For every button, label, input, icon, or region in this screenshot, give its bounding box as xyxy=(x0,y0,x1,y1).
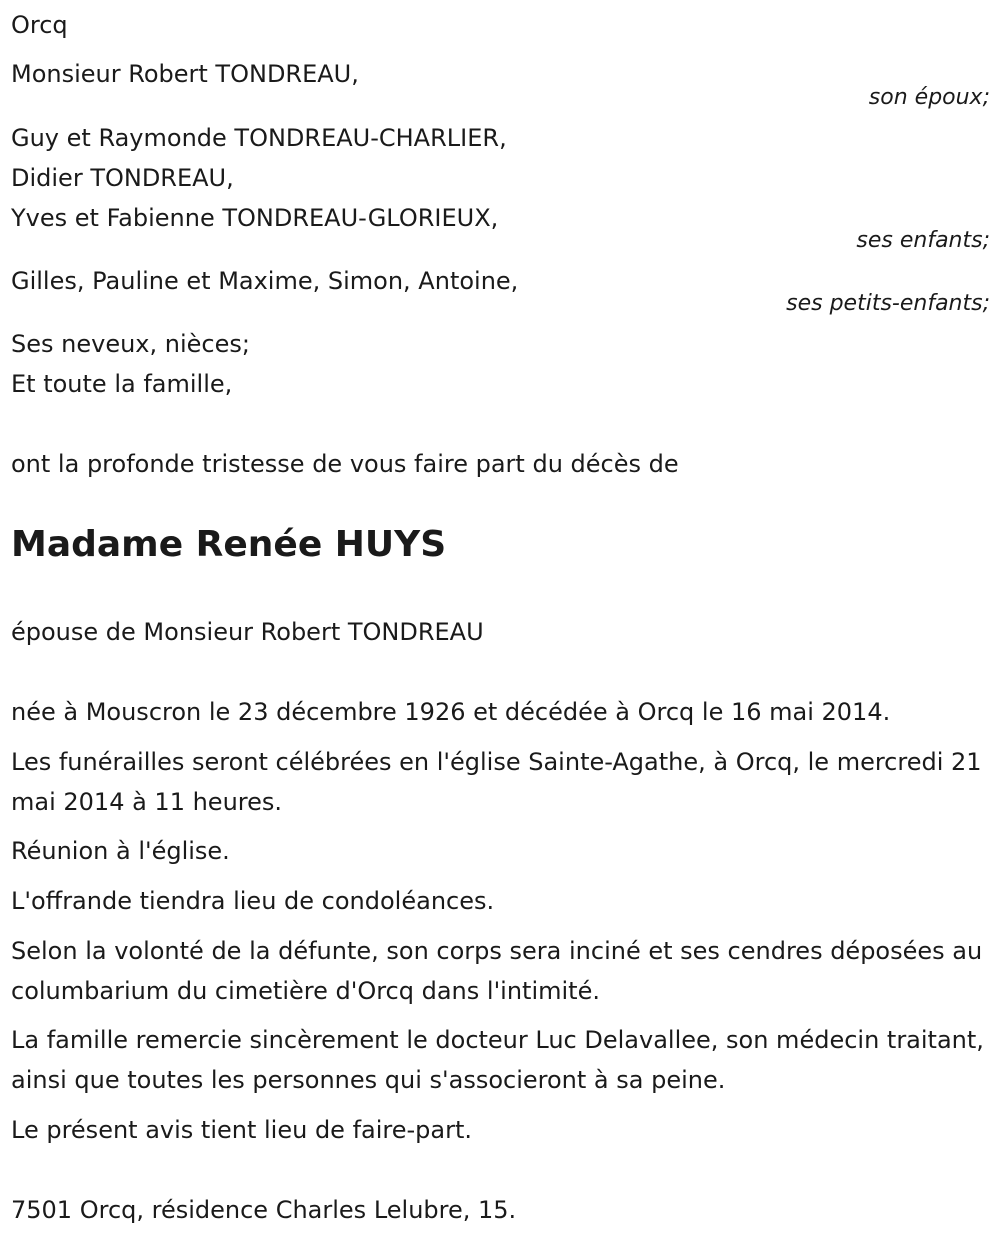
birth-death-dates: née à Mouscron le 23 décembre 1926 et décédée à Orcq le 16 mai 2014. xyxy=(11,698,891,726)
child-line: Didier TONDREAU, xyxy=(11,164,234,192)
children-role: ses enfants; xyxy=(856,228,990,253)
deceased-spouse-of: épouse de Monsieur Robert TONDREAU xyxy=(11,618,484,646)
notice-text: Le présent avis tient lieu de faire-part. xyxy=(11,1116,473,1144)
meeting-info: Réunion à l'église. xyxy=(11,837,230,865)
deceased-name: Madame Renée HUYS xyxy=(11,524,447,565)
spouse-name: Monsieur Robert TONDREAU, xyxy=(11,60,359,88)
offering-info: L'offrande tiendra lieu de condoléances. xyxy=(11,887,495,915)
place-heading: Orcq xyxy=(11,11,68,39)
relatives-line: Et toute la famille, xyxy=(11,370,233,398)
spouse-role: son époux; xyxy=(868,85,990,110)
grandchildren-role: ses petits-enfants; xyxy=(786,291,990,316)
child-line: Yves et Fabienne TONDREAU-GLORIEUX, xyxy=(11,204,499,232)
announcement-text: ont la profonde tristesse de vous faire part du décès de xyxy=(11,450,679,478)
address-line: 7501 Orcq, résidence Charles Lelubre, 15. xyxy=(11,1196,517,1224)
cremation-info: Selon la volonté de la défunte, son corps sera inciné et ses cendres déposées au columbarium du cimetière d'Orcq dans l'intimité. xyxy=(11,937,983,1005)
child-line: Guy et Raymonde TONDREAU-CHARLIER, xyxy=(11,124,507,152)
relatives-line: Ses neveux, nièces; xyxy=(11,330,250,358)
thanks-text: La famille remercie sincèrement le docteur Luc Delavallee, son médecin traitant, ainsi que toutes les personnes qui s'associeront à sa peine. xyxy=(11,1026,984,1094)
grandchildren-line: Gilles, Pauline et Maxime, Simon, Antoine, xyxy=(11,267,519,295)
funeral-details: Les funérailles seront célébrées en l'église Sainte-Agathe, à Orcq, le mercredi 21 mai 2014 à 11 heures. xyxy=(11,748,982,816)
